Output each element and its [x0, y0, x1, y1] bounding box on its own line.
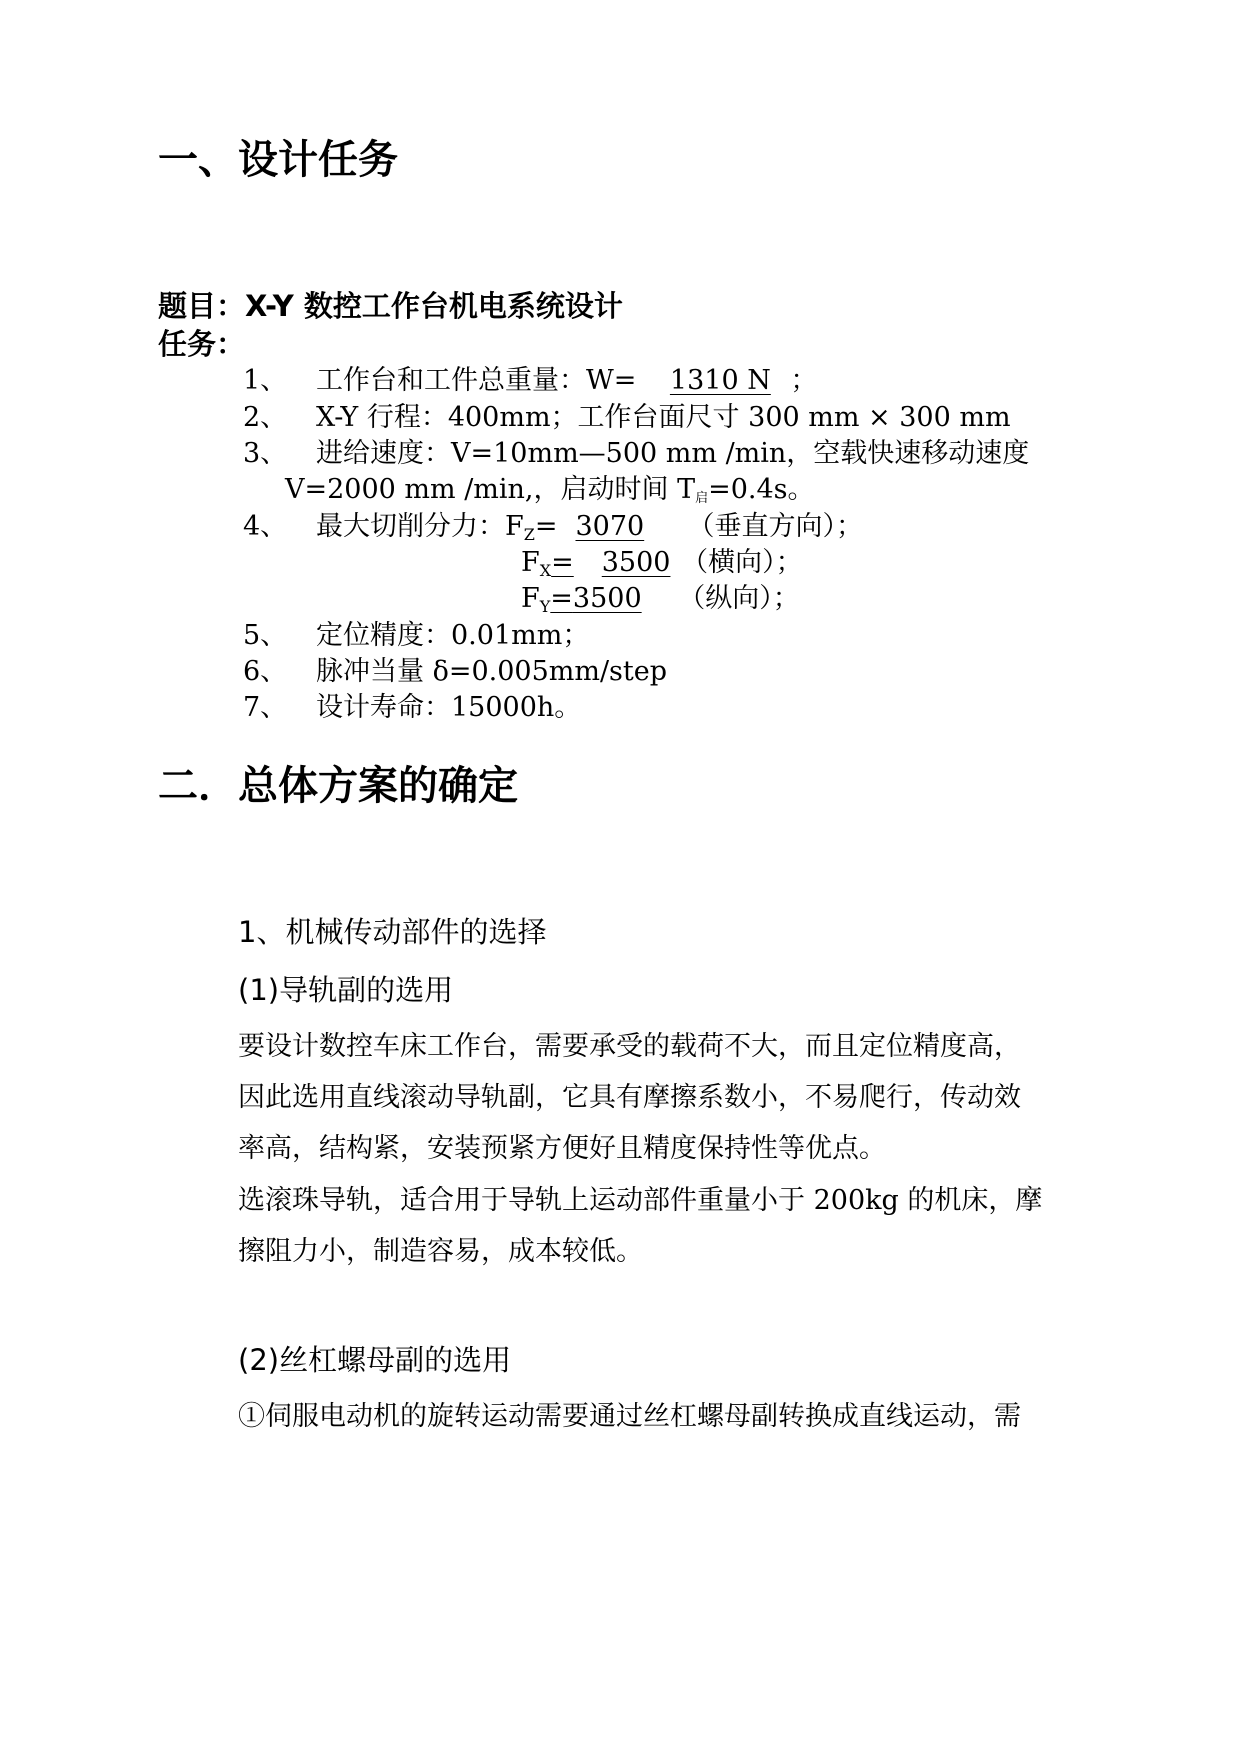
fz-subscript: Z	[523, 525, 535, 544]
section-heading-design-task: 一、设计任务	[158, 137, 398, 183]
fy-label: F	[521, 583, 540, 614]
fy-value: =3500	[550, 583, 642, 614]
paragraph-line: 要设计数控车床工作台，需要承受的载荷不大，而且定位精度高，	[238, 1031, 1021, 1062]
fy-note: （纵向）；	[678, 583, 800, 614]
start-subscript: 启	[695, 491, 709, 506]
topic-title: 题目：X-Y 数控工作台机电系统设计	[158, 289, 623, 323]
paragraph-line: 擦阻力小，制造容易，成本较低。	[238, 1236, 643, 1267]
task-item-3-text: 进给速度：V=10mm—500 mm /min，空载快速移动速度	[316, 438, 1030, 469]
subheading-mechanical-parts: 1、机械传动部件的选择	[238, 915, 547, 949]
task-item-6-number: 6、	[243, 656, 288, 687]
fx-note: （横向）；	[681, 547, 803, 578]
task-item-4-number: 4、	[243, 511, 288, 542]
fz-value: 3070	[575, 511, 645, 542]
task-item-7-text: 设计寿命：15000h。	[316, 692, 582, 723]
subheading-guide-rail: (1)导轨副的选用	[238, 973, 454, 1007]
task-item-6-text: 脉冲当量 δ=0.005mm/step	[316, 656, 668, 687]
paragraph-line: 选滚珠导轨，适合用于导轨上运动部件重量小于 200kg 的机床，摩	[238, 1185, 1043, 1216]
subheading-ball-screw: (2)丝杠螺母副的选用	[238, 1343, 512, 1377]
fz-equals: =	[534, 511, 558, 542]
section-heading-overall-scheme: 二．总体方案的确定	[158, 763, 518, 809]
paragraph-line: 因此选用直线滚动导轨副，它具有摩擦系数小，不易爬行，传动效	[238, 1082, 1021, 1113]
item-suffix: ；	[790, 365, 818, 396]
task-item-5-number: 5、	[243, 620, 288, 651]
task-item-4-fy	[521, 576, 800, 616]
paragraph-line: 率高，结构紧，安装预紧方便好且精度保持性等优点。	[238, 1133, 886, 1164]
task-item-3-continuation	[285, 467, 815, 506]
paragraph-line: ①伺服电动机的旋转运动需要通过丝杠螺母副转换成直线运动，需	[238, 1401, 1021, 1432]
task-label: 任务：	[158, 327, 246, 361]
task-item-3-number: 3、	[243, 438, 288, 469]
task-item-7-number: 7、	[243, 692, 288, 723]
rapid-speed-text: V=2000 mm /min,，启动时间 T	[285, 474, 696, 505]
task-item-1-text	[316, 358, 817, 397]
item-number: 1、	[243, 365, 288, 396]
cutting-force-label: 最大切削分力：F	[316, 511, 524, 542]
task-item-4-fx	[521, 540, 803, 580]
fy-subscript: Y	[539, 597, 551, 616]
task-item-5-text: 定位精度：0.01mm；	[316, 620, 590, 651]
start-time-value: =0.4s。	[708, 474, 815, 505]
weight-value: 1310 N	[669, 365, 771, 396]
task-item-4-fz	[316, 504, 863, 544]
task-item-2-text: X-Y 行程：400mm；工作台面尺寸 300 mm × 300 mm	[316, 402, 1011, 433]
fz-note: （垂直方向）；	[687, 511, 863, 542]
fx-value: = 3500	[551, 547, 671, 578]
fx-subscript: X	[539, 561, 552, 580]
task-item-2-number: 2、	[243, 402, 288, 433]
fx-label: F	[521, 547, 540, 578]
item-text: 工作台和工件总重量：W=	[316, 365, 637, 396]
task-item-1	[243, 358, 287, 397]
